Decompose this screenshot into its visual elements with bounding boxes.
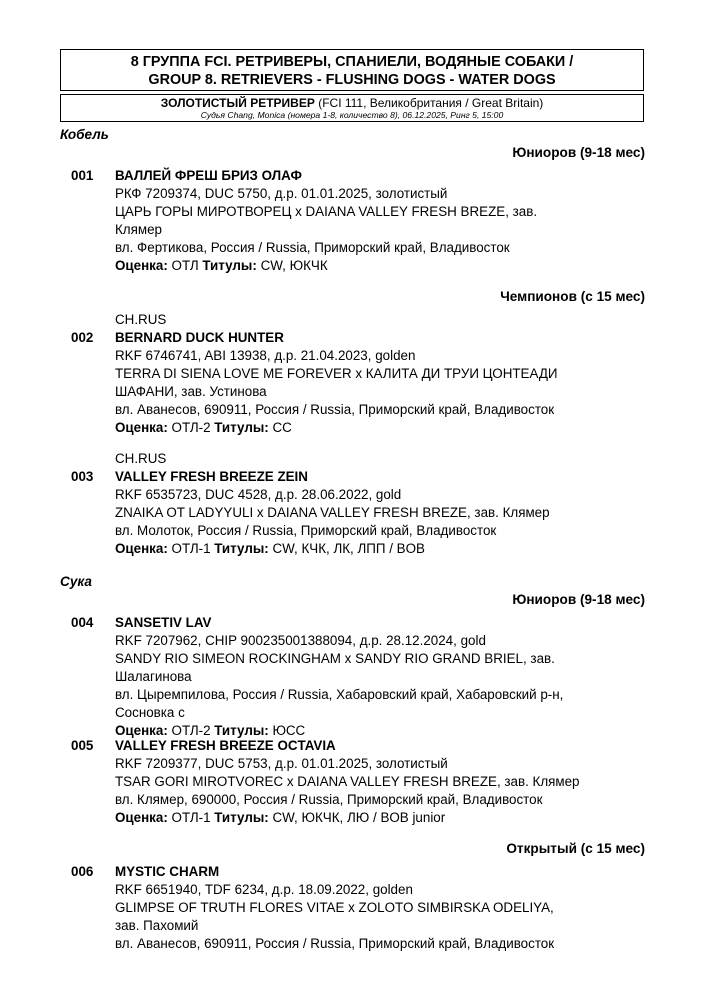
breed-info: (FCI 111, Великобритания / Great Britain): [318, 96, 544, 110]
entry-number: 002: [71, 330, 94, 345]
owner: вл. Молоток, Россия / Russia, Приморский край, Владивосток: [115, 523, 497, 538]
grade-line: [115, 257, 651, 275]
titles-value: CC: [272, 420, 292, 435]
pedigree: TERRA DI SIENA LOVE ME FOREVER x КАЛИТА ДИ ТРУИ ЦОНТЕАДИ: [115, 366, 558, 381]
registration: РКФ 7209374, DUC 5750, д.р. 01.01.2025, золотистый: [115, 186, 448, 201]
pedigree-cont: ШАФАНИ, зав. Устинова: [115, 384, 267, 399]
dog-name: VALLEY FRESH BREEZE ZEIN: [115, 469, 308, 484]
group-title-en: GROUP 8. RETRIEVERS - FLUSHING DOGS - WATER DOGS: [148, 72, 556, 88]
title-prefix: CH.RUS: [115, 451, 167, 466]
entry-number: 005: [71, 738, 94, 753]
grade-value: ОТЛ: [171, 258, 199, 273]
title-prefix: CH.RUS: [115, 312, 167, 327]
breed-header-box: [60, 94, 644, 122]
owner: вл. Аванесов, 690911, Россия / Russia, Приморский край, Владивосток: [115, 936, 555, 951]
grade-line: [115, 540, 651, 558]
class-male-junior: Юниоров (9-18 мес): [512, 145, 645, 160]
grade-value: ОТЛ-1: [171, 541, 211, 556]
pedigree-cont: Шалагинова: [115, 669, 192, 684]
titles-value: ЮСС: [272, 723, 306, 738]
entry-number: 001: [71, 168, 94, 183]
grade-label: Оценка:: [115, 420, 168, 435]
registration: RKF 6746741, ABI 13938, д.р. 21.04.2023, golden: [115, 348, 416, 363]
titles-value: CW, КЧК, ЛК, ЛПП / BOB: [272, 541, 425, 556]
owner: вл. Аванесов, 690911, Россия / Russia, Приморский край, Владивосток: [115, 402, 555, 417]
titles-label: Титулы:: [214, 541, 269, 556]
group-title-ru: 8 ГРУППА FCI. РЕТРИВЕРЫ, СПАНИЕЛИ, ВОДЯНЫЕ СОБАКИ /: [130, 54, 574, 70]
owner-cont: Сосновка с: [115, 705, 185, 720]
grade-label: Оценка:: [115, 258, 168, 273]
pedigree: GLIMPSE OF TRUTH FLORES VITAE x ZOLOTO SIMBIRSKA ODELIYA,: [115, 900, 554, 915]
group-header-box: [60, 49, 644, 91]
titles-value: CW, ЮКЧК: [260, 258, 328, 273]
grade-line: [115, 419, 651, 437]
owner: вл. Клямер, 690000, Россия / Russia, Приморский край, Владивосток: [115, 792, 543, 807]
grade-value: ОТЛ-1: [171, 810, 211, 825]
pedigree-cont: Клямер: [115, 222, 162, 237]
grade-line: [115, 809, 651, 827]
dog-name: BERNARD DUCK HUNTER: [115, 330, 284, 345]
dog-name: SANSETIV LAV: [115, 615, 212, 630]
dog-name: MYSTIC CHARM: [115, 864, 220, 879]
pedigree: ЦАРЬ ГОРЫ МИРОТВОРЕЦ x DAIANA VALLEY FRESH BREZE, зав.: [115, 204, 538, 219]
judge-line: Судья Chang, Monica (номера 1-8, количество 8), 06.12.2025, Ринг 5, 15:00: [200, 110, 504, 120]
class-female-junior: Юниоров (9-18 мес): [512, 592, 645, 607]
pedigree: TSAR GORI MIROTVOREC x DAIANA VALLEY FRESH BREZE, зав. Клямер: [115, 774, 580, 789]
pedigree: SANDY RIO SIMEON ROCKINGHAM x SANDY RIO GRAND BRIEL, зав.: [115, 651, 555, 666]
owner: вл. Фертикова, Россия / Russia, Приморский край, Владивосток: [115, 240, 510, 255]
titles-label: Титулы:: [214, 420, 269, 435]
grade-label: Оценка:: [115, 810, 168, 825]
grade-label: Оценка:: [115, 723, 168, 738]
section-male: Кобель: [60, 127, 109, 142]
class-female-open: Открытый (с 15 мес): [506, 841, 645, 856]
titles-label: Титулы:: [214, 723, 269, 738]
pedigree-cont: зав. Пахомий: [115, 918, 199, 933]
registration: RKF 7209377, DUC 5753, д.р. 01.01.2025, золотистый: [115, 756, 448, 771]
registration: RKF 6651940, TDF 6234, д.р. 18.09.2022, golden: [115, 882, 413, 897]
grade-value: ОТЛ-2: [171, 420, 211, 435]
titles-label: Титулы:: [202, 258, 257, 273]
breed-name: ЗОЛОТИСТЫЙ РЕТРИВЕР: [160, 96, 315, 110]
class-male-champion: Чемпионов (с 15 мес): [500, 289, 645, 304]
grade-value: ОТЛ-2: [171, 723, 211, 738]
grade-label: Оценка:: [115, 541, 168, 556]
dog-name: ВАЛЛЕЙ ФРЕШ БРИЗ ОЛАФ: [115, 168, 302, 183]
registration: RKF 6535723, DUC 4528, д.р. 28.06.2022, gold: [115, 487, 402, 502]
entry-number: 006: [71, 864, 94, 879]
entry-number: 004: [71, 615, 94, 630]
entry-number: 003: [71, 469, 94, 484]
titles-value: CW, ЮКЧК, ЛЮ / BOB junior: [272, 810, 446, 825]
titles-label: Титулы:: [214, 810, 269, 825]
owner: вл. Цыремпилова, Россия / Russia, Хабаровский край, Хабаровский р-н,: [115, 687, 564, 702]
breed-line: [61, 95, 643, 110]
pedigree: ZNAIKA OT LADYYULI x DAIANA VALLEY FRESH BREZE, зав. Клямер: [115, 505, 550, 520]
registration: RKF 7207962, CHIP 900235001388094, д.р. 28.12.2024, gold: [115, 633, 486, 648]
dog-name: VALLEY FRESH BREEZE OCTAVIA: [115, 738, 336, 753]
section-female: Сука: [60, 574, 92, 589]
